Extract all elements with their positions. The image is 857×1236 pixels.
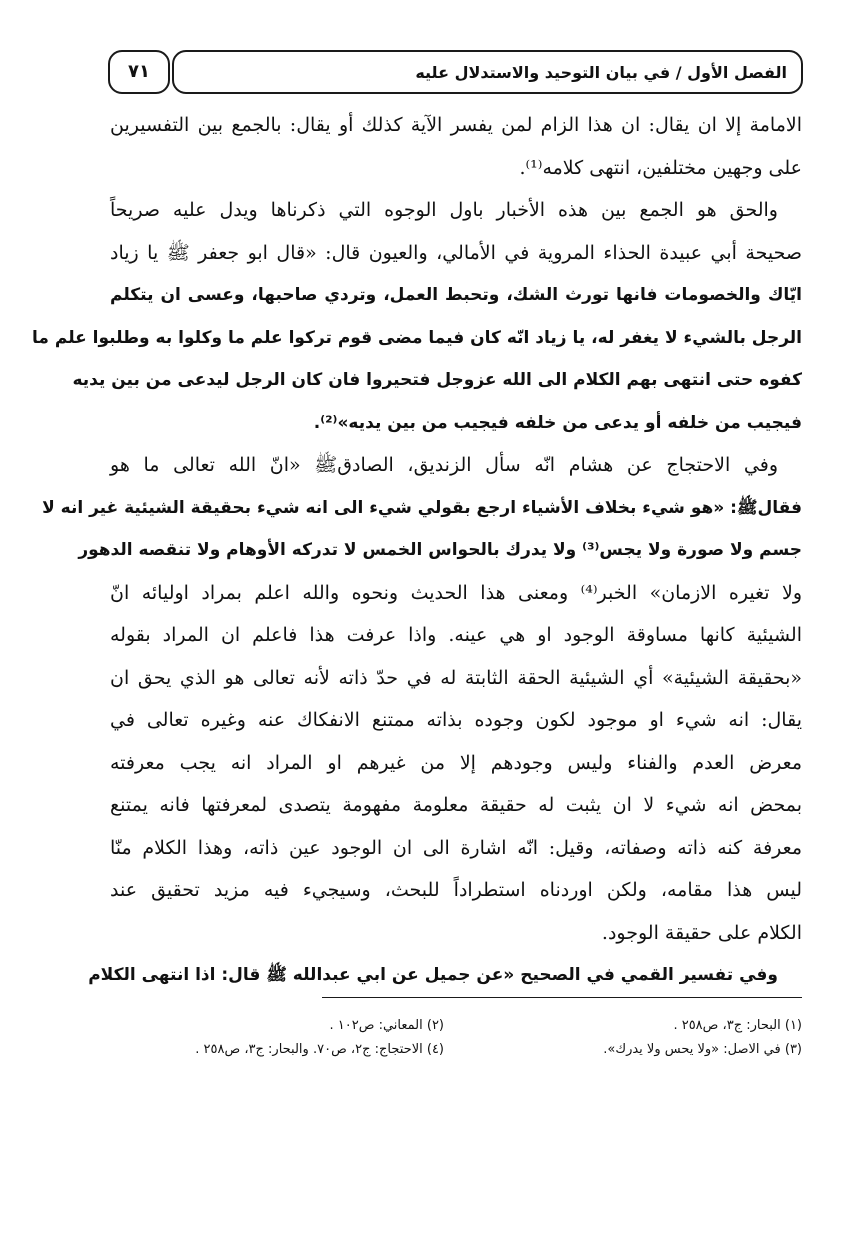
footnote-3: (٣) في الاصل: «ولا يحس ولا يدرك». <box>603 1042 802 1057</box>
text-line: على وجهين مختلفين، انتهى كلامه⁽¹⁾. <box>519 156 802 179</box>
body-text <box>32 104 802 997</box>
hadith-line: ايّاك والخصومات فانها تورث الشك، وتحبط العمل، وتردي صاحبها، وعسى ان يتكلم <box>110 285 802 305</box>
page-header <box>108 50 803 96</box>
text-line: الشيئية كانها مساوقة الوجود او هي عينه. واذا عرفت هذا فاعلم ان المراد بقوله <box>110 624 802 646</box>
hadith-line: الرجل بالشيء لا يغفر له، يا زياد انّه كان فيما مضى قوم تركوا علم ما وكلوا به وطلبوا علم ما <box>32 327 802 348</box>
paragraph-start-line: والحق هو الجمع بين هذه الأخبار باول الوجوه التي ذكرناها ويدل عليه صريحاً <box>110 199 778 221</box>
hadith-line: فقالﷺ: «هو شيء بخلاف الأشياء ارجع بقولي شيء الى انه شيء بحقيقة الشيئية غير انه لا <box>42 497 802 518</box>
footnote-divider <box>322 997 802 998</box>
footnote-4: (٤) الاحتجاج: ج٢، ص٧٠. والبحار: ج٣، ص٢٥٨ . <box>195 1042 444 1057</box>
footnote-2: (٢) المعاني: ص١٠٢ . <box>329 1018 444 1033</box>
text-line: معرفة كنه ذاته وصفاته، وقيل: انّه اشارة الى ان الوجود عين ذاته، وهذا الكلام منّا <box>110 836 802 859</box>
paragraph-start-line: وفي الاحتجاج عن هشام انّه سأل الزنديق، الصادقﷺ «انّ الله تعالى ما هو <box>110 454 778 476</box>
footnote-row <box>110 1014 802 1038</box>
text-line: ليس هذا مقامه، ولكن اوردناه استطراداً للبحث، وسيجيء فيه مزيد تحقيق عند <box>110 879 802 901</box>
paragraph-start-line: وفي تفسير القمي في الصحيح «عن جميل عن ابي عبدالله ﷺ قال: اذا انتهى الكلام <box>88 965 778 985</box>
hadith-line: جسم ولا صورة ولا يجس⁽³⁾ ولا يدرك بالحواس الخمس لا تدركه الأوهام ولا تنقصه الدهور <box>78 540 802 560</box>
text-line: «بحقيقة الشيئية» أي الشيئية الحقة الثابتة له في حدّ ذاته لأنه تعالى هو الذي يحق ان <box>110 666 802 689</box>
text-line: يقال: انه شيء او موجود لكون وجوده بذاته ممتنع الانفكاك عنه وغيره تعالى في <box>110 709 802 731</box>
hadith-line: فيجيب من خلفه أو يدعى من خلفه فيجيب من بين يديه»⁽²⁾. <box>313 412 802 433</box>
footnote-1: (١) البحار: ج٣، ص٢٥٨ . <box>673 1018 802 1033</box>
text-line: بمحض انه شيء لا ان يثبت له حقيقة معلومة مفهومة يتصدى لمعرفتها فانه يمتنع <box>110 794 802 816</box>
text-line: الكلام على حقيقة الوجود. <box>601 921 802 944</box>
header-title-frame <box>172 50 803 94</box>
text-line: صحيحة أبي عبيدة الحذاء المروية في الأمالي، والعيون قال: «قال ابو جعفر ﷺ يا زياد <box>110 241 802 264</box>
text-line: معرض العدم والفناء وليس وجودهم إلا من غيرهم او المراد انه يجب معرفته <box>110 751 802 774</box>
text-line: الامامة إلا ان يقال: ان هذا الزام لمن يفسر الآية كذلك أو يقال: بالجمع بين التفسيرين <box>110 114 802 136</box>
text-line: ولا تغيره الازمان» الخبر⁽⁴⁾ ومعنى هذا الحديث ونحوه والله اعلم بمراد اوليائه انّ <box>110 581 802 604</box>
chapter-title: الفصل الأول / في بيان التوحيد والاستدلال عليه <box>415 63 787 82</box>
hadith-line: كفوه حتى انتهى بهم الكلام الى الله عزوجل فتحيروا فان كان الرجل ليدعى من بين يديه <box>72 370 802 390</box>
footnote-row <box>110 1038 802 1062</box>
footnotes <box>110 1014 802 1062</box>
page-number: ٧١ <box>108 50 170 94</box>
